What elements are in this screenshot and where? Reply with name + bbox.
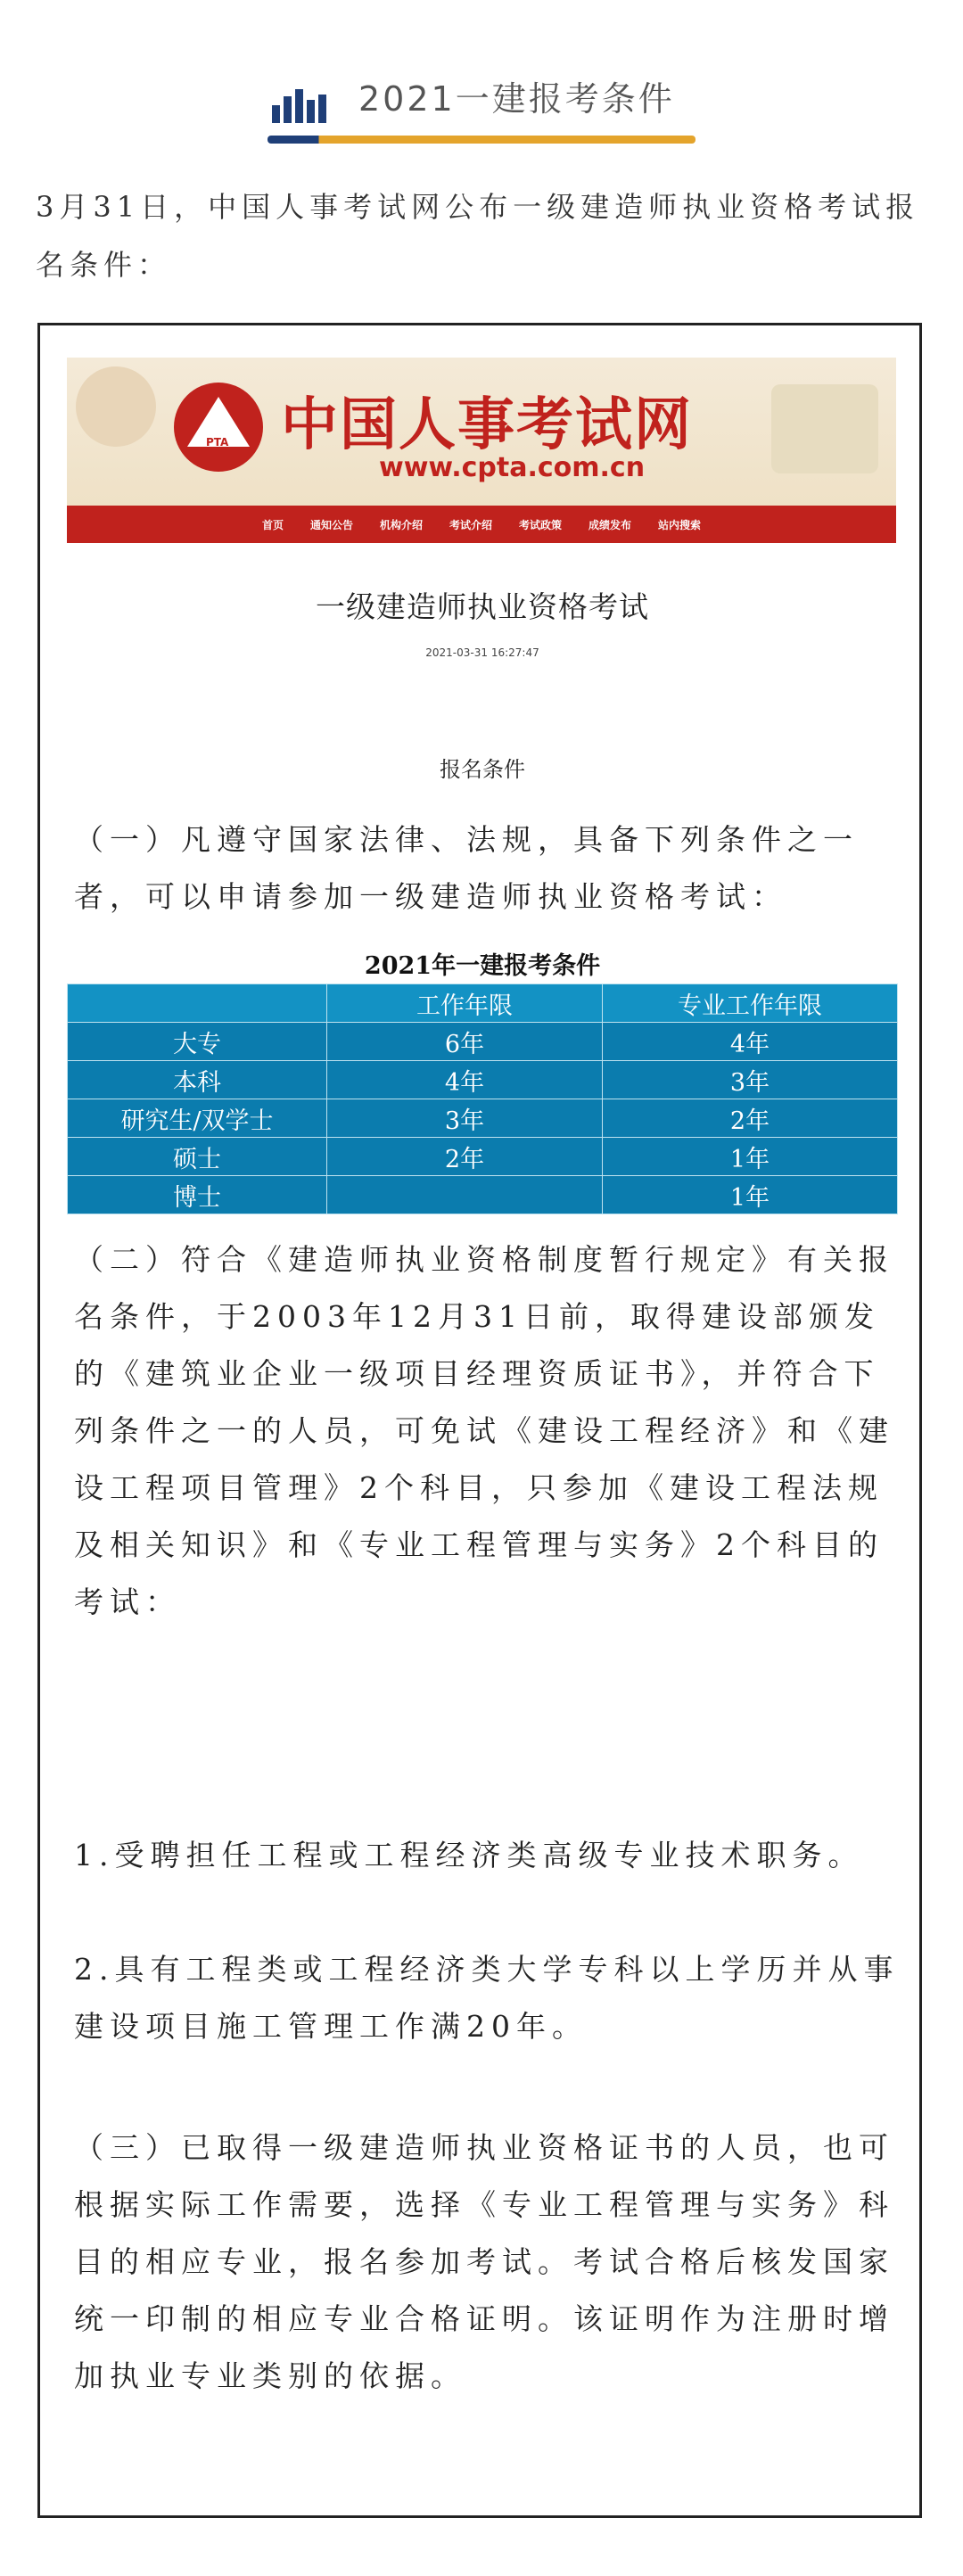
site-name: 中国人事考试网 [281, 392, 693, 458]
list-item-2: 2.具有工程类或工程经济类大学专科以上学历并从事建设项目施工管理工作满20年。 [74, 1952, 900, 2044]
header-cell: 工作年限 [327, 984, 603, 1023]
nav-item-exams[interactable]: 考试介绍 [449, 518, 492, 531]
nav-item-notices[interactable]: 通知公告 [309, 518, 353, 531]
degree-cell: 博士 [68, 1176, 327, 1214]
logo-text: PTA [206, 436, 229, 449]
site-nav [67, 506, 896, 543]
article-title: 一级建造师执业资格考试 [316, 589, 649, 624]
nav-item-search[interactable]: 站内搜索 [658, 518, 702, 531]
list-item-1: 1.受聘担任工程或工程经济类高级专业技术职务。 [74, 1838, 864, 1872]
paragraph-1: （一）凡遵守国家法律、法规，具备下列条件之一者，可以申请参加一级建造师执业资格考试： [74, 822, 859, 914]
pro-years-cell: 1年 [603, 1176, 898, 1214]
nav-item-home[interactable]: 首页 [261, 518, 284, 531]
banner-decoration [76, 366, 156, 447]
degree-cell: 大专 [68, 1023, 327, 1061]
article-date: 2021-03-31 16:27:47 [425, 646, 539, 659]
degree-cell: 研究生/双学士 [68, 1099, 327, 1138]
table-header-row [68, 984, 898, 1023]
pro-years-cell: 1年 [603, 1138, 898, 1176]
intro-text: 3月31日，中国人事考试网公布一级建造师执业资格考试报名条件： [36, 190, 920, 282]
banner-decoration [771, 384, 878, 473]
pro-years-cell: 4年 [603, 1023, 898, 1061]
table-row [68, 1099, 898, 1138]
table-title: 2021年一建报考条件 [364, 952, 601, 980]
work-years-cell [327, 1176, 603, 1214]
pro-years-cell: 3年 [603, 1061, 898, 1099]
work-years-cell: 6年 [327, 1023, 603, 1061]
table-row [68, 1138, 898, 1176]
work-years-cell: 3年 [327, 1099, 603, 1138]
bar-chart-icon [272, 89, 327, 123]
pro-years-cell: 2年 [603, 1099, 898, 1138]
degree-cell: 本科 [68, 1061, 327, 1099]
header-cell [68, 984, 327, 1023]
nav-item-policy[interactable]: 考试政策 [519, 518, 563, 531]
page-title: 2021一建报考条件 [358, 79, 675, 119]
section-heading: 报名条件 [440, 757, 525, 782]
paragraph-3: （三）已取得一级建造师执业资格证书的人员，也可根据实际工作需要，选择《专业工程管理与实务》科目的相应专业，报名参加考试。考试合格后核发国家统一印制的相应专业合格证明。该证明作为注册时增加执业专业类别的依据。 [74, 2130, 894, 2393]
work-years-cell: 2年 [327, 1138, 603, 1176]
degree-cell: 硕士 [68, 1138, 327, 1176]
nav-item-about[interactable]: 机构介绍 [379, 518, 423, 531]
title-underline [268, 136, 696, 144]
site-url: www.cpta.com.cn [379, 452, 646, 483]
header-cell: 专业工作年限 [603, 984, 898, 1023]
table-row [68, 1061, 898, 1099]
page-header [0, 53, 963, 160]
table-row [68, 1176, 898, 1214]
screenshot-frame [37, 323, 922, 2518]
paragraph-2: （二）符合《建造师执业资格制度暂行规定》有关报名条件，于2003年12月31日前，取得建设部颁发的《建筑业企业一级项目经理资质证书》，并符合下列条件之一的人员，可免试《建设工程经济》和《建设工程项目管理》2个科目，只参加《建设工程法规及相关知识》和《专业工程管理与实务》2个科目的考试： [74, 1242, 894, 1619]
table-row [68, 1023, 898, 1061]
site-banner [67, 358, 896, 507]
nav-item-results[interactable]: 成绩发布 [588, 518, 632, 531]
conditions-table [67, 983, 898, 1214]
work-years-cell: 4年 [327, 1061, 603, 1099]
